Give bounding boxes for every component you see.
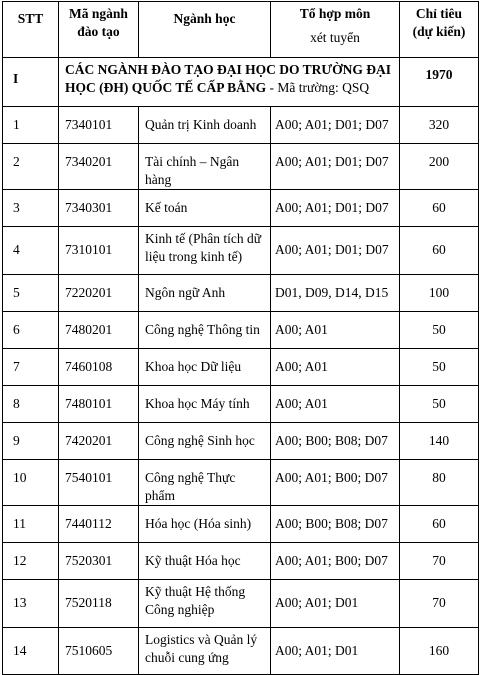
row-quota: 60 [400,506,479,543]
row-stt: 10 [3,460,59,506]
row-quota: 60 [400,190,479,227]
header-major-code-line2: đào tạo [77,24,120,39]
row-major-code: 7340201 [59,144,139,190]
header-stt: STT [3,2,59,58]
row-major-code: 7540101 [59,460,139,506]
row-subject-combo: A00; A01; D01 [271,580,400,628]
row-stt: 4 [3,227,59,275]
table-row [3,349,479,386]
section-row [3,58,479,107]
table-row [3,190,479,227]
table-row [3,386,479,423]
row-stt: 13 [3,580,59,628]
row-major-name: Công nghệ Thực phẩm [139,460,271,506]
row-quota: 100 [400,275,479,312]
row-major-name: Kỹ thuật Hệ thống Công nghiệp [139,580,271,628]
row-quota: 50 [400,386,479,423]
section-quota: 1970 [400,58,479,107]
row-quota: 60 [400,227,479,275]
header-quota-line1: Chỉ tiêu [415,6,463,21]
table-row [3,144,479,190]
table-row [3,460,479,506]
row-major-code: 7420201 [59,423,139,460]
row-subject-combo: A00; A01; B00; D07 [271,543,400,580]
row-quota: 200 [400,144,479,190]
row-major-name: Kế toán [139,190,271,227]
row-stt: 7 [3,349,59,386]
row-stt: 9 [3,423,59,460]
row-subject-combo: A00; A01; D01; D07 [271,190,400,227]
row-major-name: Khoa học Máy tính [139,386,271,423]
row-subject-combo: A00; A01; D01; D07 [271,227,400,275]
row-subject-combo: A00; B00; B08; D07 [271,506,400,543]
row-subject-combo: A00; B00; B08; D07 [271,423,400,460]
row-major-name: Ngôn ngữ Anh [139,275,271,312]
table-row [3,227,479,275]
row-subject-combo: D01, D09, D14, D15 [271,275,400,312]
section-title-school-code: - Mã trường: QSQ [266,80,370,95]
header-subject-combo-line1: Tổ hợp môn [299,6,371,21]
row-major-code: 7440112 [59,506,139,543]
row-major-code: 7480201 [59,312,139,349]
row-subject-combo: A00; A01; D01; D07 [271,107,400,144]
row-subject-combo: A00; A01 [271,312,400,349]
header-quota [400,2,479,58]
row-quota: 70 [400,580,479,628]
row-major-name: Tài chính – Ngân hàng [139,144,271,190]
table-row [3,506,479,543]
admission-quota-table [2,1,479,675]
row-major-name: Hóa học (Hóa sinh) [139,506,271,543]
row-quota: 50 [400,349,479,386]
row-major-name: Kinh tế (Phân tích dữ liệu trong kinh tế) [139,227,271,275]
row-stt: 14 [3,628,59,675]
header-subject-combo [271,2,400,58]
section-title-bold: CÁC NGÀNH ĐÀO TẠO ĐẠI HỌC DO TRƯỜNG ĐẠI HỌC (ĐH) QUỐC TẾ CẤP BẰNG [65,62,392,95]
row-major-code: 7520301 [59,543,139,580]
row-major-name: Công nghệ Thông tin [139,312,271,349]
row-stt: 8 [3,386,59,423]
section-title [59,58,400,107]
row-major-code: 7220201 [59,275,139,312]
row-quota: 140 [400,423,479,460]
row-stt: 5 [3,275,59,312]
row-quota: 160 [400,628,479,675]
row-major-code: 7460108 [59,349,139,386]
row-subject-combo: A00; A01; D01 [271,628,400,675]
row-major-code: 7340301 [59,190,139,227]
row-major-code: 7480101 [59,386,139,423]
row-quota: 70 [400,543,479,580]
row-major-name: Kỹ thuật Hóa học [139,543,271,580]
row-stt: 1 [3,107,59,144]
row-major-name: Khoa học Dữ liệu [139,349,271,386]
table-row [3,543,479,580]
row-major-name: Công nghệ Sinh học [139,423,271,460]
header-row [3,2,479,58]
row-major-code: 7520118 [59,580,139,628]
section-number: I [3,58,59,107]
table-row [3,423,479,460]
row-major-code: 7340101 [59,107,139,144]
row-stt: 3 [3,190,59,227]
row-quota: 320 [400,107,479,144]
table-row [3,275,479,312]
row-stt: 6 [3,312,59,349]
row-major-name: Logistics và Quản lý chuỗi cung ứng [139,628,271,675]
header-major: Ngành học [139,2,271,58]
table-row [3,580,479,628]
row-subject-combo: A00; A01; B00; D07 [271,460,400,506]
row-major-code: 7510605 [59,628,139,675]
header-major-code [59,2,139,58]
row-major-code: 7310101 [59,227,139,275]
row-subject-combo: A00; A01; D01; D07 [271,144,400,190]
header-major-code-line1: Mã ngành [69,6,128,21]
row-subject-combo: A00; A01 [271,349,400,386]
row-quota: 50 [400,312,479,349]
table-row [3,107,479,144]
row-stt: 2 [3,144,59,190]
row-quota: 80 [400,460,479,506]
table-row [3,628,479,675]
header-quota-line2: (dự kiến) [412,24,466,39]
row-major-name: Quản trị Kinh doanh [139,107,271,144]
row-stt: 11 [3,506,59,543]
table-row [3,312,479,349]
header-subject-combo-line2: xét tuyển [310,30,360,45]
row-stt: 12 [3,543,59,580]
row-subject-combo: A00; A01 [271,386,400,423]
